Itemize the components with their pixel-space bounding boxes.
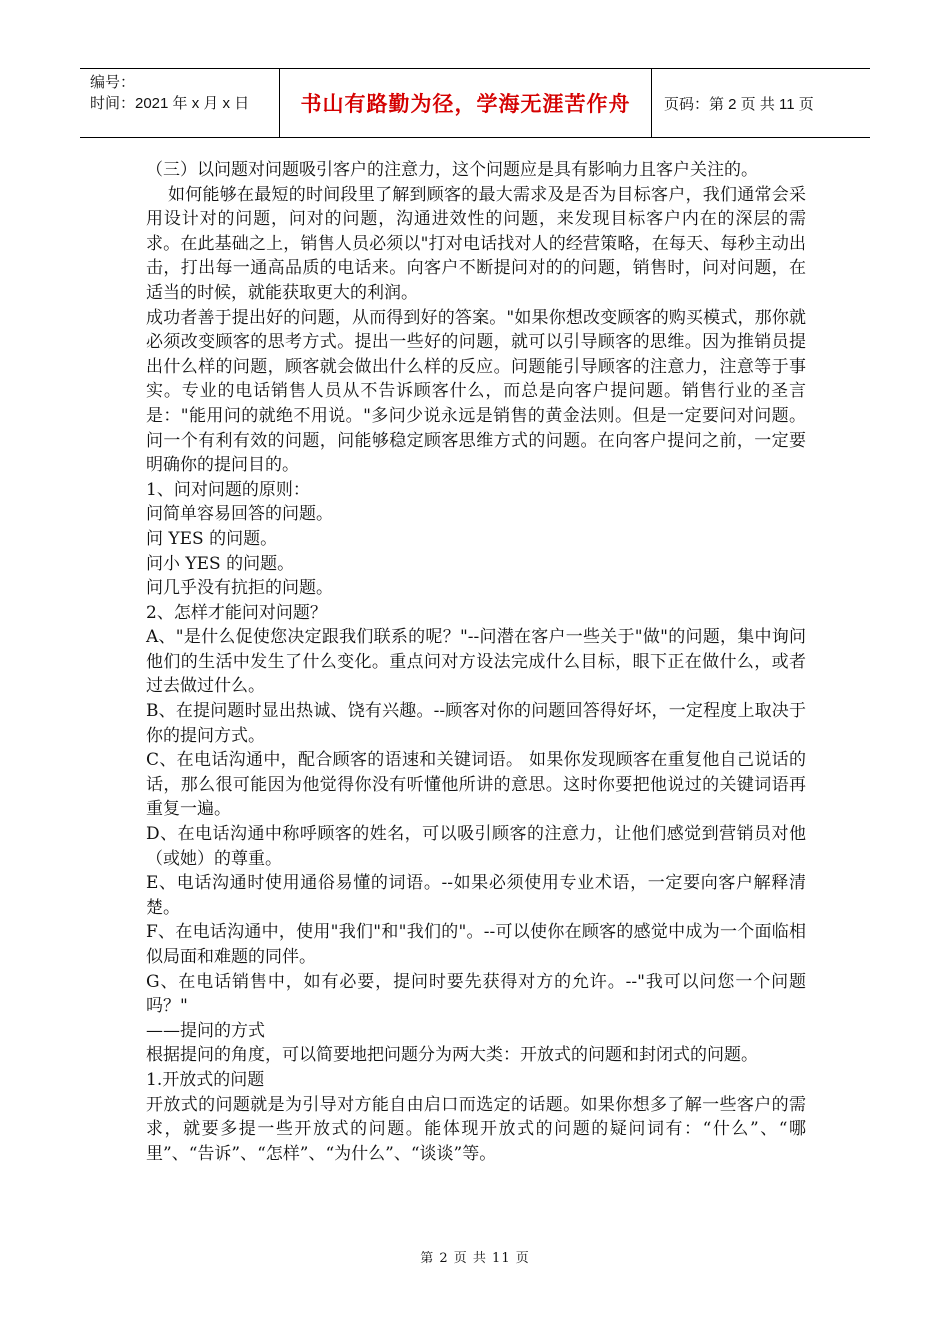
paragraph: A、"是什么促使您决定跟我们联系的呢？"--问潜在客户一些关于"做"的问题，集中询问他们的生活中发生了什么变化。重点问对方设法完成什么目标，眼下正在做什么，或者过去做过什么。 — [146, 627, 806, 697]
header-motto: 书山有路勤为径，学海无涯苦作舟 — [280, 69, 652, 137]
page-header — [80, 68, 870, 138]
header-date-label: 时间：2021 年 x 月 x 日 — [90, 95, 250, 112]
list-item: 问简单容易回答的问题。 — [146, 504, 333, 525]
page-footer: 第 2 页 共 11 页 — [420, 1251, 530, 1266]
paragraph: D、在电话沟通中称呼顾客的姓名，可以吸引顾客的注意力，让他们感觉到营销员对他（或她）的尊重。 — [146, 824, 806, 869]
document-body — [146, 158, 806, 1166]
section-heading: 2、怎样才能问对问题？ — [146, 602, 327, 623]
paragraph: F、在电话沟通中，使用"我们"和"我们的"。--可以使你在顾客的感觉中成为一个面临相似局面和难题的同伴。 — [146, 922, 806, 967]
paragraph: 开放式的问题就是为引导对方能自由启口而选定的话题。如果你想多了解一些客户的需求，就要多提一些开放式的问题。能体现开放式的问题的疑问词有：“什么”、“哪里”、“告诉”、“怎样”、“为什么”、“谈谈”等。 — [146, 1094, 806, 1164]
paragraph: E、电话沟通时使用通俗易懂的词语。--如果必须使用专业术语，一定要向客户解释清楚。 — [146, 873, 806, 918]
list-item: 问 YES 的问题。 — [146, 528, 278, 549]
section-heading: 1、问对问题的原则： — [146, 479, 310, 500]
paragraph: B、在提问题时显出热诚、饶有兴趣。--顾客对你的问题回答得好坏，一定程度上取决于你的提问方式。 — [146, 701, 806, 746]
paragraph: C、在电话沟通中，配合顾客的语速和关键词语。 如果你发现顾客在重复他自己说话的话，那么很可能因为他觉得你没有听懂他所讲的意思。这时你要把他说过的关键词语再重复一遍。 — [146, 750, 806, 820]
list-item: 问小 YES 的问题。 — [146, 553, 295, 574]
paragraph: 成功者善于提出好的问题，从而得到好的答案。"如果你想改变顾客的购买模式，那你就必须改变顾客的思考方式。提出一些好的问题，就可以引导顾客的思维。因为推销员提出什么样的问题，顾客就会做出什么样的反应。问题能引导顾客的注意力，注意等于事实。专业的电话销售人员从不告诉顾客什么，而总是向客户提问题。销售行业的圣言是："能用问的就绝不用说。"多问少说永远是销售的黄金法则。但是一定要问对问题。问一个有利有效的问题，问能够稳定顾客思维方式的问题。在向客户提问之前，一定要明确你的提问目的。 — [146, 307, 806, 476]
header-page-label: 页码：第 2 页 共 11 页 — [664, 95, 814, 113]
header-meta — [80, 69, 280, 137]
paragraph: 如何能够在最短的时间段里了解到顾客的最大需求及是否为目标客户，我们通常会采用设计对的问题，问对的问题，沟通进效性的问题，来发现目标客户内在的深层的需求。在此基础之上，销售人员必须以"打对电话找对人的经营策略，在每天、每秒主动出击，打出每一通高品质的电话来。向客户不断提问对的的问题，销售时，问对问题，在适当的时候，就能获取更大的利润。 — [146, 184, 806, 303]
paragraph: （三）以问题对问题吸引客户的注意力，这个问题应是具有影响力且客户关注的。 — [146, 160, 758, 180]
paragraph: G、在电话销售中，如有必要，提问时要先获得对方的允许。--"我可以问您一个问题吗？" — [146, 971, 806, 1017]
section-heading: ——提问的方式 — [146, 1020, 265, 1041]
list-item: 问几乎没有抗拒的问题。 — [146, 578, 333, 599]
section-heading: 1.开放式的问题 — [146, 1069, 265, 1090]
paragraph: 根据提问的角度，可以简要地把问题分为两大类：开放式的问题和封闭式的问题。 — [146, 1045, 758, 1066]
header-number-label: 编号： — [90, 74, 136, 91]
